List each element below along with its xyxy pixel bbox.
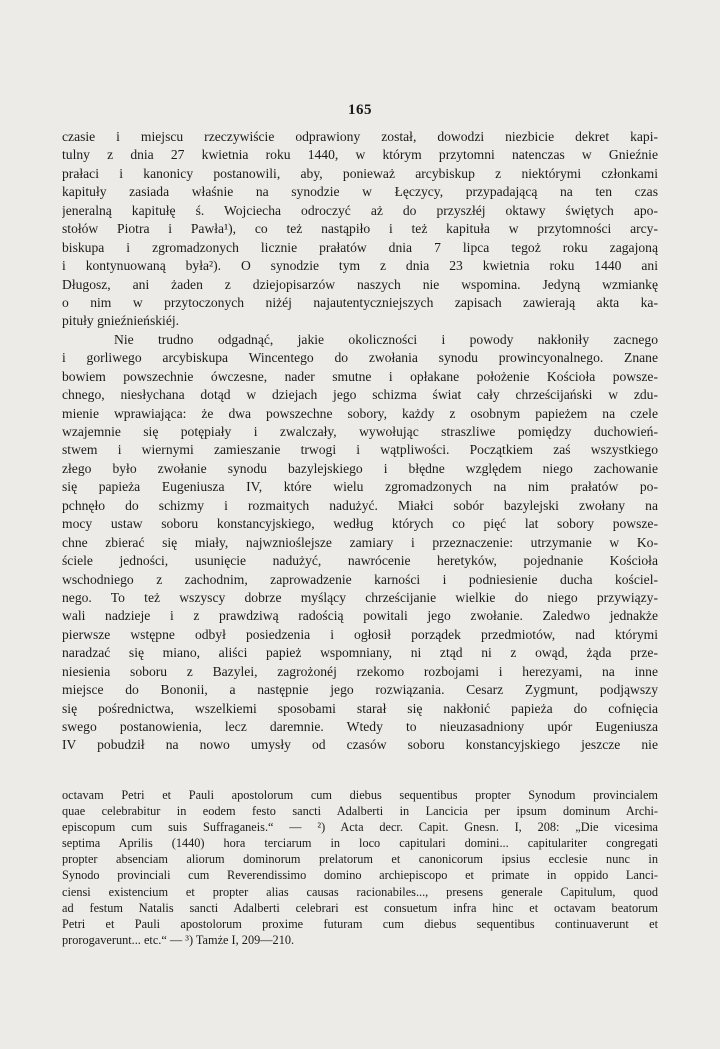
body-line: niesienia soboru z Bazylei, zagrożonéj rzekomo rozbojami i herezyami, na inne — [62, 663, 658, 679]
body-line: biskupa i zgromadzonych licznie prałatów dnia 7 lipca tegoż roku zagajoną — [62, 239, 658, 255]
body-line: pierwsze wstępne odbył posiedzenia i ogłosił porządek przedmiotów, nad którymi — [62, 626, 658, 642]
body-line: pituły gnieźnieńskiéj. — [62, 313, 180, 329]
body-line: miejsce do Bononii, a następnie jego rozwiązania. Cesarz Zygmunt, podjąwszy — [62, 682, 658, 698]
body-line: mocy ustaw soboru konstancyjskiego, według których co pięć lat sobory powsze- — [62, 516, 658, 532]
body-line: jeneralną kapitułę ś. Wojciecha odroczyć aż do przyszłéj oktawy świętych apo- — [62, 202, 658, 218]
footnote-line: septima Aprilis (1440) hora terciarum in loco capitulari domini... capitulariter congregati — [62, 836, 658, 851]
footnote-line: episcopum cum suis Suffraganeis.“ — ²) Acta decr. Capit. Gnesn. I, 208: „Die vicesima — [62, 820, 658, 835]
body-line: wzajemnie się potępiały i zwalczały, wywołując straszliwe pomiędzy duchowień- — [62, 424, 658, 439]
body-line: stwem i wiernymi zamieszanie trwogi i wątpliwości. Początkiem zaś wszystkiego — [62, 442, 658, 458]
footnote-line: ad festum Natalis sancti Adalberti celebrari est consuetum infra hinc et octavam beatorum — [62, 900, 658, 915]
body-line: wali nadzieje i z prawdziwą radością powitali jego zwołanie. Zaledwo jednakże — [62, 608, 658, 624]
footnote-line: prorogaverunt... etc.“ — ³) Tamże I, 209—210. — [62, 932, 295, 947]
body-line: tulny z dnia 27 kwietnia roku 1440, w którym przytomni natenczas w Gnieźnie — [62, 147, 658, 163]
body-text — [62, 128, 658, 755]
footnotes — [62, 787, 658, 948]
body-line: nego. To też wszyscy dobrze myślący chrześcijanie wielkie do niego przywiązy- — [62, 589, 658, 605]
body-line: o nim w przytoczonych niżéj najautentyczniejszych zapisach zawierają akta ka- — [62, 294, 658, 310]
body-line: naradzać się miano, aliści papież wspomniany, ni ztąd ni z owąd, żąda prze- — [62, 645, 658, 661]
footnote-line: octavam Petri et Pauli apostolorum cum diebus sequentibus propter Synodum provincialem — [62, 788, 658, 802]
footnote-line: ciensi existencium et propter alias causas racionabiles..., presens generale Capitulum, quod — [62, 884, 658, 899]
footnote-line: Petri et Pauli apostolorum proxime futuram cum diebus sequentibus continuaverunt et — [62, 916, 658, 931]
body-line: pchnęło do schizmy i rozmaitych nadużyć. Miałci sobór bazylejski zwołany na — [62, 497, 658, 513]
body-line: ściele jedności, usunięcie nadużyć, nawrócenie heretyków, pojednanie Kościoła — [62, 553, 658, 569]
body-line: bowiem powszechnie ówczesne, nader smutne i opłakane położenie Kościoła powsze- — [62, 368, 658, 384]
body-line: mienie wprawiająca: że dwa powszechne sobory, każdy z osobnym papieżem na czele — [62, 405, 658, 421]
body-line: chnego, niesłychana dotąd w dziejach jego schizma świat cały chrześcijański w zdu- — [62, 387, 658, 403]
body-line: się papieża Eugeniusza IV, które wielu zgromadzonych na nim prałatów po- — [62, 479, 658, 495]
body-line: wschodniego z zachodnim, zaprowadzenie karności i podniesienie ducha kościel- — [62, 571, 658, 587]
footnote-line: propter absenciam aliorum dominorum prelatorum et canonicorum ipsius ecclesie nunc in — [62, 852, 658, 867]
body-line: złego było zwołanie synodu bazylejskiego i błędne względem niego zachowanie — [62, 460, 658, 476]
body-line: Nie trudno odgadnąć, jakie okoliczności i powody nakłoniły zacnego — [114, 331, 658, 347]
body-line: IV pobudził na nowo umysły od czasów soboru konstancyjskiego jeszcze nie — [62, 737, 658, 753]
page-number: 165 — [348, 102, 372, 118]
footnote-line: Synodo provinciali cum Reverendissimo domino archiepiscopo et primate in oppido Lanci- — [62, 868, 658, 883]
body-line: się pośrednictwa, wszelkiemi sposobami starał się nakłonić papieża do cofnięcia — [62, 700, 658, 716]
body-line: i kontynuowaną była²). O synodzie tym z dnia 23 kwietnia roku 1440 ani — [62, 258, 658, 274]
body-line: chne zbierać się miały, najwznioślejsze zamiary i przeznaczenie: utrzymanie w Ko- — [62, 534, 658, 550]
body-line: prałaci i kanonicy postanowili, aby, ponieważ arcybiskup z niektórymi członkami — [62, 165, 658, 181]
body-line: czasie i miejscu rzeczywiście odprawiony został, dowodzi niezbicie dekret kapi- — [62, 129, 658, 144]
body-line: swego postanowienia, lecz daremnie. Wtedy to nieuzasadniony upór Eugeniusza — [62, 719, 658, 734]
footnote-line: quae celebrabitur in eodem festo sancti Adalberti in Lancicia per ipsum dominum Archi- — [62, 804, 658, 819]
body-line: stołów Piotra i Pawła¹), co też nastąpiło i też kapituła w przytomności arcy- — [62, 221, 658, 237]
body-line: kapituły zasiada właśnie na synodzie w Łęczycy, przypadającą na ten czas — [62, 184, 658, 200]
body-line: i gorliwego arcybiskupa Wincentego do zwołania synodu prowincyonalnego. Znane — [62, 350, 658, 366]
body-line: Długosz, ani żaden z dziejopisarzów naszych nie wspomina. Jedyną wzmiankę — [62, 276, 658, 292]
